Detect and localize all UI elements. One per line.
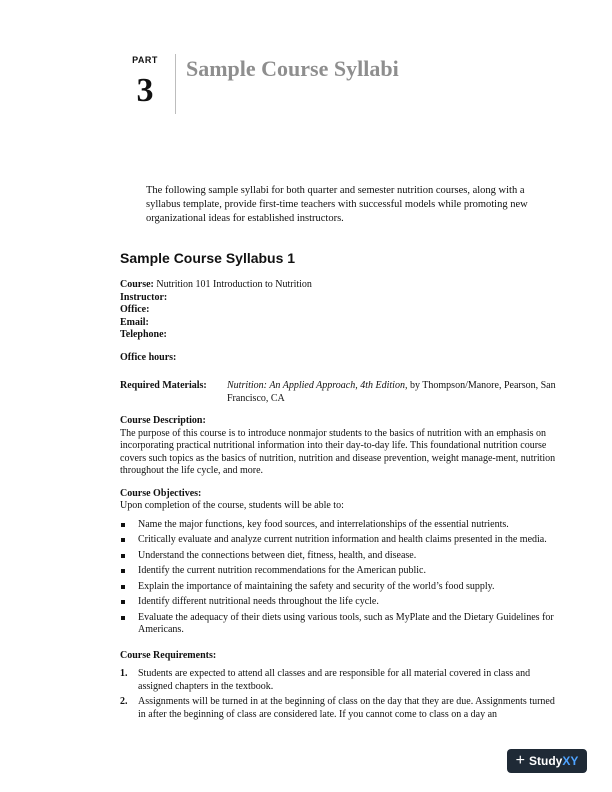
list-item: 1. Students are expected to attend all classes and are responsible for all material covered in class and assigned chapters in the textbook. bbox=[120, 668, 531, 692]
list-item: Identify the current nutrition recommendations for the American public. bbox=[120, 565, 560, 578]
bullet-icon bbox=[121, 600, 125, 604]
required-materials bbox=[120, 380, 560, 405]
part-label: PART bbox=[132, 55, 158, 65]
bullet-icon bbox=[121, 569, 125, 573]
brand-text: Study bbox=[528, 754, 563, 768]
description-label: Course Description: bbox=[120, 415, 206, 426]
description-text: The purpose of this course is to introduce nonmajor students to the basics of nutrition with an emphasis on incorporating practical nutritional information into their day-to-day life. This foundational nutrition course covers such topics as the basics of nutrition, nutrition and disease prevention, weight manage-ment, nutrition throughout the life cycle, and more. bbox=[120, 427, 556, 476]
course-line bbox=[120, 279, 560, 292]
materials-book-title: Nutrition: An Applied Approach, 4th Edition, bbox=[227, 380, 408, 391]
list-item: Understand the connections between diet, fitness, health, and disease. bbox=[120, 550, 560, 563]
plus-icon: + bbox=[515, 752, 525, 769]
intro-paragraph: The following sample syllabi for both quarter and semester nutrition courses, along with a syllabus template, provide first-time teachers with successful models while promoting new organizational ideas for established instructors. bbox=[146, 185, 528, 224]
bullet-icon bbox=[121, 554, 125, 558]
bullet-icon bbox=[121, 538, 125, 542]
objectives-intro: Upon completion of the course, students will be able to: bbox=[120, 500, 344, 511]
objectives-label: Course Objectives: bbox=[120, 487, 202, 499]
part-number: 3 bbox=[136, 72, 154, 109]
course-label: Course: bbox=[120, 279, 154, 290]
course-value: Nutrition 101 Introduction to Nutrition bbox=[156, 279, 312, 290]
bullet-icon bbox=[121, 616, 125, 620]
studyxy-badge[interactable] bbox=[507, 749, 587, 773]
list-item: Identify different nutritional needs throughout the life cycle. bbox=[120, 596, 560, 609]
requirements-list bbox=[120, 668, 560, 721]
objectives-list bbox=[120, 519, 560, 637]
telephone-label: Telephone: bbox=[120, 329, 167, 340]
materials-publisher: by Thompson/Manore, Pearson, San Francisco, CA bbox=[227, 380, 556, 404]
syllabus-content bbox=[120, 279, 560, 724]
page-title: Sample Course Syllabi bbox=[186, 56, 399, 81]
part-divider bbox=[175, 54, 176, 114]
requirements-label: Course Requirements: bbox=[120, 649, 217, 661]
materials-text bbox=[227, 380, 560, 405]
bullet-icon bbox=[121, 523, 125, 527]
part-block bbox=[120, 55, 170, 111]
list-item: Critically evaluate and analyze current nutrition information and health claims presented in the media. bbox=[120, 534, 560, 547]
bullet-icon bbox=[121, 585, 125, 589]
office-label: Office: bbox=[120, 304, 150, 315]
list-item: 2. Assignments will be turned in at the beginning of class on the day that they are due. Assignments turned in after the beginning of class are considered late. If you cannot come to class on a day an bbox=[120, 696, 555, 720]
materials-label: Required Materials: bbox=[120, 380, 207, 391]
section-heading: Sample Course Syllabus 1 bbox=[120, 250, 296, 266]
instructor-label: Instructor: bbox=[120, 291, 168, 303]
office-hours-label: Office hours: bbox=[120, 351, 177, 363]
list-item: Evaluate the adequacy of their diets using various tools, such as MyPlate and the Dietary Guidelines for Americans. bbox=[120, 612, 560, 637]
email-label: Email: bbox=[120, 316, 149, 328]
list-item: Explain the importance of maintaining the safety and security of the world’s food supply. bbox=[120, 581, 560, 594]
list-item: Name the major functions, key food sources, and interrelationships of the essential nutrients. bbox=[120, 519, 560, 532]
brand-text-accent: XY bbox=[562, 754, 579, 768]
